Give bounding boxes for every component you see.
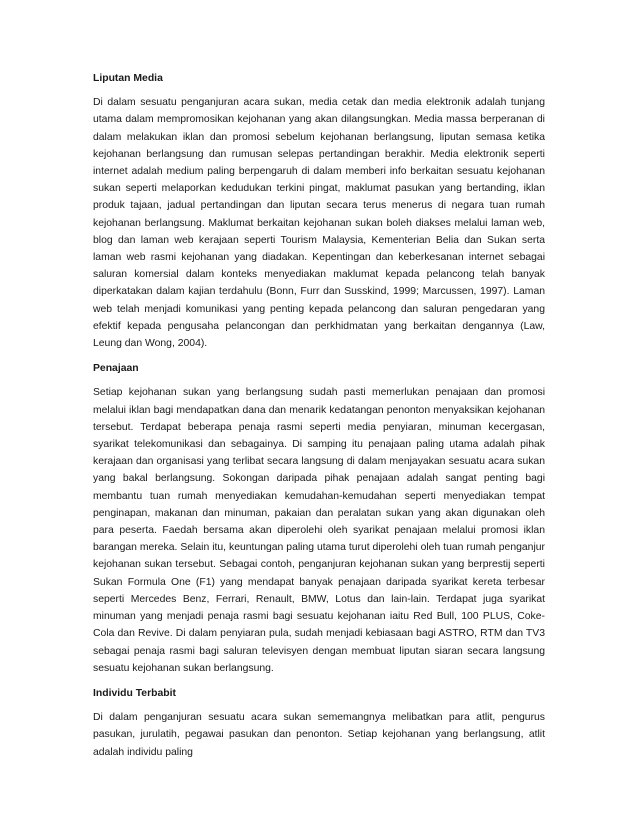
section-heading-individu-terbabit: Individu Terbabit xyxy=(93,687,176,699)
document-page xyxy=(93,70,545,769)
section-body-individu-terbabit: Di dalam penganjuran sesuatu acara sukan sememangnya melibatkan para atlit, pengurus pasukan, jurulatih, pegawai pasukan dan penonton. Setiap kejohanan yang berlangsung, atlit adalah individu paling xyxy=(93,712,545,758)
section-body-liputan-media: Di dalam sesuatu penganjuran acara sukan, media cetak dan media elektronik adalah tunjang utama dalam mempromosikan kejohanan yang akan dilangsungkan. Media massa berperanan di dalam melakukan iklan dan promosi sebelum kejohanan berlangsung, liputan semasa ketika kejohanan berlangsung dan rumusan selepas pertandingan berakhir. Media elektronik seperti internet adalah medium paling berpengaruh di dalam memberi info berkaitan sesuatu kejohanan sukan seperti melaporkan kedudukan terkini pingat, maklumat pasukan yang bertanding, iklan produk tajaan, jadual pertandingan dan liputan secara terus menerus di negara tuan rumah kejohanan berlangsung. Maklumat berkaitan kejohanan sukan boleh diakses melalui laman web, blog dan laman web kerajaan seperti Tourism Malaysia, Kementerian Belia dan Sukan serta laman web rasmi kejohanan yang diadakan. Kepentingan dan keberkesanan internet sebagai saluran komersial dalam konteks menyediakan maklumat kepada pelancong telah banyak diperkatakan dalam kajian terdahulu (Bonn, Furr dan Susskind, 1999; Marcussen, 1997). Laman web telah menjadi komunikasi yang penting kepada pelancong dan saluran pengedaran yang efektif kepada pengusaha pelancongan dan perkhidmatan yang berkaitan dengannya (Law, Leung dan Wong, 2004). xyxy=(93,97,545,350)
section-heading-liputan-media: Liputan Media xyxy=(93,73,163,84)
section-body-penajaan: Setiap kejohanan sukan yang berlangsung sudah pasti memerlukan penajaan dan promosi melalui iklan bagi mendapatkan dana dan menarik kedatangan penonton menyaksikan kejohanan tersebut. Terdapat beberapa penaja rasmi seperti media penyiaran, minuman kecergasan, syarikat telekomunikasi dan sebagainya. Di samping itu penajaan paling utama adalah pihak kerajaan dan organisasi yang terlibat secara langsung di dalam menjayakan sesuatu acara sukan yang bakal berlangsung. Sokongan daripada pihak penajaan adalah sangat penting bagi membantu tuan rumah menyediakan kemudahan-kemudahan seperti menyediakan tempat penginapan, makanan dan minuman, pakaian dan peralatan sukan yang akan digunakan oleh para peserta. Faedah bersama akan diperolehi oleh syarikat penajaan melalui promosi iklan barangan mereka. Selain itu, keuntungan paling utama turut diperolehi oleh tuan rumah penganjur kejohanan sukan tersebut. Sebagai contoh, penganjuran kejohanan sukan yang berprestij seperti Sukan Formula One (F1) yang mendapat banyak penajaan daripada syarikat kereta terbesar seperti Mercedes Benz, Ferrari, Renault, BMW, Lotus dan lain-lain. Terdapat juga syarikat minuman yang menjadi penaja rasmi bagi sesuatu kejohanan iaitu Red Bull, 100 PLUS, Coke-Cola dan Revive. Di dalam penyiaran pula, sudah menjadi kebiasaan bagi ASTRO, RTM dan TV3 sebagai penaja rasmi bagi saluran televisyen dengan membuat liputan siaran secara langsung sesuatu kejohanan sukan berlangsung. xyxy=(93,387,545,674)
section-heading-penajaan: Penajaan xyxy=(93,363,139,375)
